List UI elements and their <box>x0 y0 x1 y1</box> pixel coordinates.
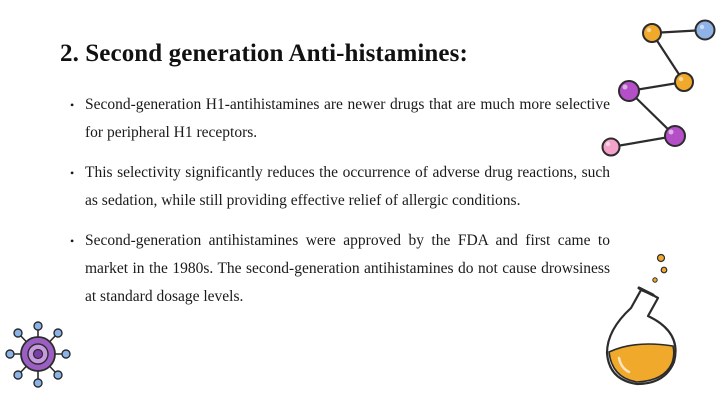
bullet-item <box>70 227 610 311</box>
bullet-marker: • <box>70 166 75 180</box>
bullet-list <box>70 91 610 311</box>
bullet-marker: • <box>70 234 75 248</box>
bullet-text: Second-generation antihistamines were approved by the FDA and first came to market in the 1980s. The second-generation antihistamines do not cause drowsiness at standard dosage levels. <box>85 232 610 305</box>
bullet-marker: • <box>70 98 75 112</box>
bullet-item <box>70 91 610 147</box>
bullet-text: This selectivity significantly reduces the occurrence of adverse drug reactions, such as sedation, while still providing effective relief of allergic conditions. <box>85 164 610 209</box>
molecule-icon <box>588 10 720 160</box>
virus-icon <box>4 320 72 390</box>
slide-title: 2. Second generation Anti-histamines: <box>60 40 468 67</box>
flask-icon <box>598 250 688 390</box>
bullet-item <box>70 159 610 215</box>
bullet-text: Second-generation H1-antihistamines are newer drugs that are much more selective for peripheral H1 receptors. <box>85 96 610 141</box>
